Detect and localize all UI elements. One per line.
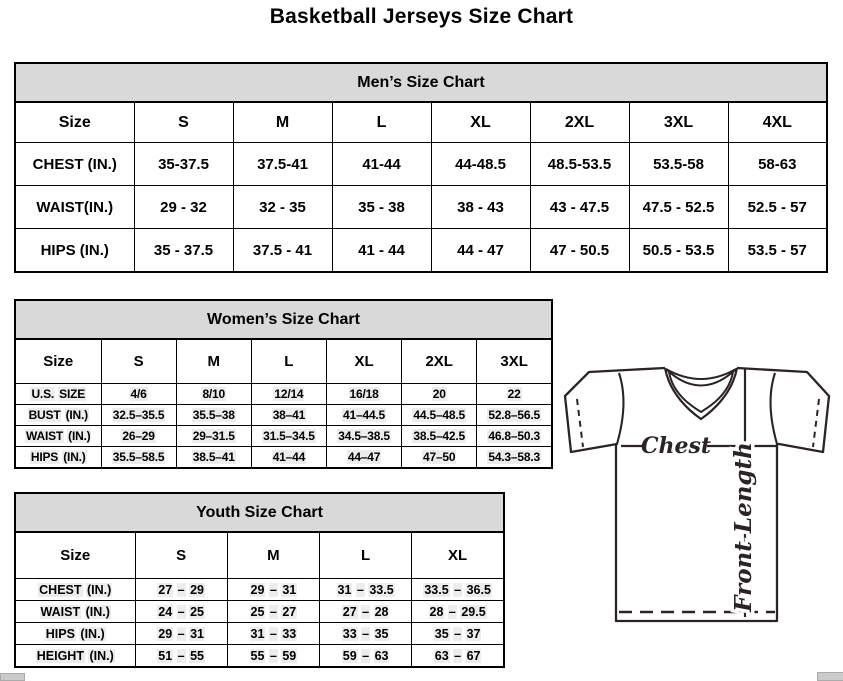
size-value: 38.5–42.5	[402, 426, 477, 447]
size-value: 27 – 28	[320, 601, 412, 623]
scrollbar-fragment-left	[0, 673, 25, 681]
size-value: 44.5–48.5	[402, 405, 477, 426]
table-row	[15, 186, 827, 229]
col-header: XL	[326, 339, 401, 384]
size-value: 58-63	[728, 143, 827, 186]
cuff-stitch-left	[577, 399, 583, 447]
row-label: WAIST(IN.)	[15, 186, 134, 229]
size-value: 35-37.5	[134, 143, 233, 186]
size-value: 46.8–50.3	[477, 426, 552, 447]
scrollbar-fragment-right	[817, 672, 843, 681]
col-header: Size	[15, 102, 134, 143]
mens-table	[14, 101, 828, 273]
size-value: 32.5–35.5	[101, 405, 176, 426]
size-value: 47 - 50.5	[530, 229, 629, 273]
col-header: S	[134, 102, 233, 143]
womens-table	[14, 338, 553, 469]
row-label: HIPS (IN.)	[15, 623, 135, 645]
table-row	[15, 623, 504, 645]
col-header: 3XL	[477, 339, 552, 384]
size-value: 55 – 59	[227, 645, 319, 668]
size-value: 44–47	[326, 447, 401, 469]
table-row	[15, 579, 504, 601]
youth-header-row	[15, 532, 504, 579]
size-value: 22	[477, 384, 552, 405]
size-value: 12/14	[251, 384, 326, 405]
size-value: 25 – 27	[227, 601, 319, 623]
size-value: 29 – 31	[135, 623, 227, 645]
size-value: 48.5-53.5	[530, 143, 629, 186]
row-label: HEIGHT (IN.)	[15, 645, 135, 668]
table-row	[15, 601, 504, 623]
size-value: 8/10	[176, 384, 251, 405]
jersey-outline	[565, 368, 829, 621]
row-label: HIPS (IN.)	[15, 447, 101, 469]
size-value: 41 - 44	[332, 229, 431, 273]
size-value: 44-48.5	[431, 143, 530, 186]
collar-back-curve-inner	[667, 370, 735, 386]
table-row	[15, 426, 552, 447]
col-header: M	[227, 532, 319, 579]
size-value: 34.5–38.5	[326, 426, 401, 447]
womens-header-row	[15, 339, 552, 384]
size-value: 38.5–41	[176, 447, 251, 469]
jersey-measurement-diagram	[555, 355, 843, 635]
size-value: 41–44	[251, 447, 326, 469]
cuff-stitch-right	[813, 399, 819, 447]
size-value: 27 – 29	[135, 579, 227, 601]
size-value: 35 – 37	[412, 623, 504, 645]
size-value: 38 - 43	[431, 186, 530, 229]
womens-size-chart	[14, 299, 553, 469]
size-value: 51 – 55	[135, 645, 227, 668]
size-value: 59 – 63	[320, 645, 412, 668]
mens-header-row	[15, 102, 827, 143]
size-value: 37.5-41	[233, 143, 332, 186]
front-length-label: Front Length	[730, 442, 757, 612]
page-title: Basketball Jerseys Size Chart	[269, 5, 574, 28]
size-value: 41-44	[332, 143, 431, 186]
row-label: HIPS (IN.)	[15, 229, 134, 273]
size-value: 4/6	[101, 384, 176, 405]
size-value: 24 – 25	[135, 601, 227, 623]
size-value: 35.5–38	[176, 405, 251, 426]
youth-table	[14, 531, 505, 668]
table-row	[15, 447, 552, 469]
size-value: 29–31.5	[176, 426, 251, 447]
col-header: M	[176, 339, 251, 384]
col-header: Size	[15, 339, 101, 384]
col-header: XL	[412, 532, 504, 579]
col-header: L	[332, 102, 431, 143]
col-header: S	[135, 532, 227, 579]
table-row	[15, 645, 504, 668]
col-header: L	[320, 532, 412, 579]
size-value: 29 – 31	[227, 579, 319, 601]
size-value: 44 - 47	[431, 229, 530, 273]
size-value: 31 – 33	[227, 623, 319, 645]
col-header: 4XL	[728, 102, 827, 143]
size-value: 16/18	[326, 384, 401, 405]
col-header: M	[233, 102, 332, 143]
size-value: 43 - 47.5	[530, 186, 629, 229]
col-header: 2XL	[530, 102, 629, 143]
table-row	[15, 405, 552, 426]
col-header: XL	[431, 102, 530, 143]
size-value: 35 - 37.5	[134, 229, 233, 273]
row-label: WAIST (IN.)	[15, 426, 101, 447]
row-label: WAIST (IN.)	[15, 601, 135, 623]
size-value: 50.5 - 53.5	[629, 229, 728, 273]
col-header: L	[251, 339, 326, 384]
size-value: 32 - 35	[233, 186, 332, 229]
size-value: 63 – 67	[412, 645, 504, 668]
col-header: 3XL	[629, 102, 728, 143]
armhole-seam-left	[617, 373, 623, 444]
size-value: 31 – 33.5	[320, 579, 412, 601]
size-value: 47–50	[402, 447, 477, 469]
col-header: 2XL	[402, 339, 477, 384]
col-header: S	[101, 339, 176, 384]
size-value: 33.5 – 36.5	[412, 579, 504, 601]
row-label: CHEST (IN.)	[15, 143, 134, 186]
youth-size-chart	[14, 492, 505, 668]
size-value: 38–41	[251, 405, 326, 426]
size-value: 28 – 29.5	[412, 601, 504, 623]
table-row	[15, 229, 827, 273]
table-row	[15, 384, 552, 405]
row-label: CHEST (IN.)	[15, 579, 135, 601]
table-row	[15, 143, 827, 186]
col-header: Size	[15, 532, 135, 579]
size-value: 31.5–34.5	[251, 426, 326, 447]
mens-size-chart	[14, 62, 828, 273]
size-value: 35.5–58.5	[101, 447, 176, 469]
row-label: U.S. SIZE	[15, 384, 101, 405]
size-value: 29 - 32	[134, 186, 233, 229]
size-value: 26–29	[101, 426, 176, 447]
size-value: 52.8–56.5	[477, 405, 552, 426]
size-value: 54.3–58.3	[477, 447, 552, 469]
chest-label: Chest	[640, 433, 712, 459]
mens-chart-header: Men’s Size Chart	[14, 62, 828, 101]
armhole-seam-right	[771, 373, 777, 444]
size-value: 53.5 - 57	[728, 229, 827, 273]
size-value: 47.5 - 52.5	[629, 186, 728, 229]
size-value: 37.5 - 41	[233, 229, 332, 273]
size-value: 41–44.5	[326, 405, 401, 426]
size-value: 52.5 - 57	[728, 186, 827, 229]
row-label: BUST (IN.)	[15, 405, 101, 426]
youth-chart-header: Youth Size Chart	[14, 492, 505, 531]
size-value: 20	[402, 384, 477, 405]
size-value: 53.5-58	[629, 143, 728, 186]
size-value: 35 - 38	[332, 186, 431, 229]
size-value: 33 – 35	[320, 623, 412, 645]
womens-chart-header: Women’s Size Chart	[14, 299, 553, 338]
